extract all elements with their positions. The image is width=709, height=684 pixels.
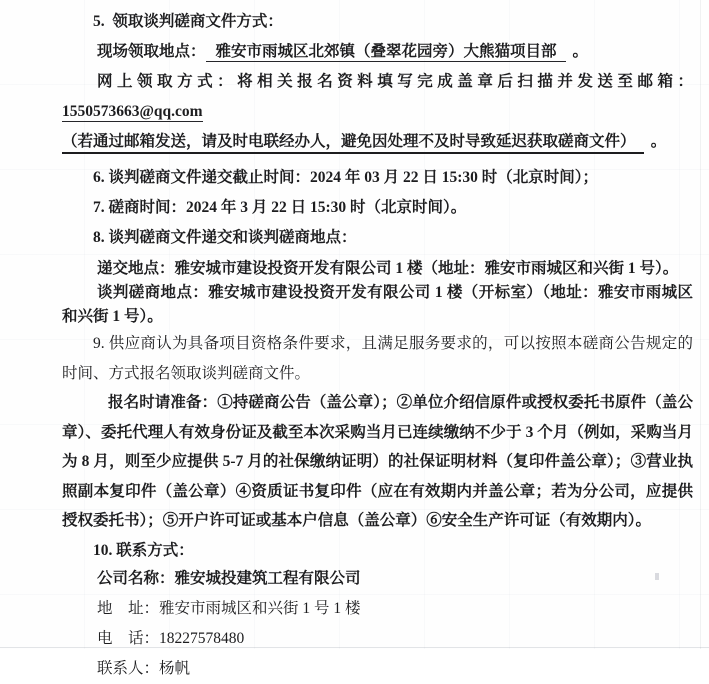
contact-person-line — [62, 654, 693, 684]
address-value: 雅安市雨城区和兴街 1 号 1 楼 — [159, 599, 361, 617]
page-bottom-edge — [0, 647, 709, 648]
online-pickup-label: 网上领取方式： — [97, 73, 238, 90]
item9-prepare-list: 报名时请准备：①持磋商公告（盖公章）；②单位介绍信原件或授权委托书原件（盖公章）、委托代理人有效身份证及截至本次采购当月已连续缴纳不少于 3 个月（例如，采购当月为 8 月，则至少应提供 5-7 月的社保缴纳证明）的社保证明材料（复印件盖公章）；③营业执照副本复印件（盖公章）④资质证书复印件（应在有效期内并盖公章；若为分公司，应提供授权委托书）；⑤开户许可证或基本户信息（盖公章）⑥安全生产许可证（有效期内）。 — [62, 394, 693, 529]
email-text: 1550573663@qq.com — [62, 103, 203, 120]
item10-heading: 10. 联系方式： — [93, 541, 194, 559]
scan-artifact-speck — [655, 573, 659, 580]
company-name-value: 雅安城投建筑工程有限公司 — [174, 569, 361, 587]
company-name-line — [62, 564, 693, 594]
item5-heading: 5. 领取谈判磋商文件方式： — [93, 13, 283, 30]
phone-value: 18227578480 — [159, 629, 245, 647]
online-pickup-line — [62, 67, 693, 127]
onsite-pickup-label: 现场领取地点： — [97, 43, 206, 60]
item6-deadline: 6. 谈判磋商文件递交截止时间：2024 年 03 月 22 日 15:30 时（北京时间）； — [93, 169, 599, 186]
address-line — [62, 594, 693, 624]
contact-person-label: 联系人： — [97, 659, 160, 677]
onsite-pickup-address: 雅安市雨城区北郊镇（叠翠花园旁）大熊猫项目部 — [206, 43, 566, 62]
onsite-pickup-line — [62, 37, 693, 67]
email-note-period: 。 — [650, 133, 667, 150]
item8-heading: 8. 谈判磋商文件递交和谈判磋商地点： — [93, 229, 357, 246]
company-name-label: 公司名称： — [97, 569, 175, 587]
email-note-text: （若通过邮箱发送，请及时电联经办人，避免因处理不及时导致延迟获取磋商文件） — [62, 133, 644, 154]
item8-submit-location: 递交地点：雅安城市建设投资开发有限公司 1 楼（地址：雅安市雨城区和兴街 1 号）。 — [97, 260, 679, 277]
onsite-pickup-period: 。 — [572, 43, 589, 60]
phone-label: 电 话： — [97, 629, 160, 647]
item8-negotiation-location: 谈判磋商地点：雅安城市建设投资开发有限公司 1 楼（开标室）（地址：雅安市雨城区和兴街 1 号）。 — [62, 284, 693, 325]
online-pickup-text: 将相关报名资料填写完成盖章后扫描并发送至邮箱： — [237, 73, 693, 90]
email-note-line — [62, 127, 693, 157]
contact-person-value: 杨帆 — [159, 659, 191, 677]
item7-negotiation-time: 7. 磋商时间：2024 年 3 月 22 日 15:30 时（北京时间）。 — [93, 199, 467, 216]
page-right-edge — [700, 0, 701, 649]
phone-line — [62, 624, 693, 654]
item9-supplier-text: 9. 供应商认为具备项目资格条件要求，且满足服务要求的，可以按照本磋商公告规定的时间、方式报名领取谈判磋商文件。 — [62, 335, 693, 382]
address-label: 地 址： — [97, 599, 160, 617]
